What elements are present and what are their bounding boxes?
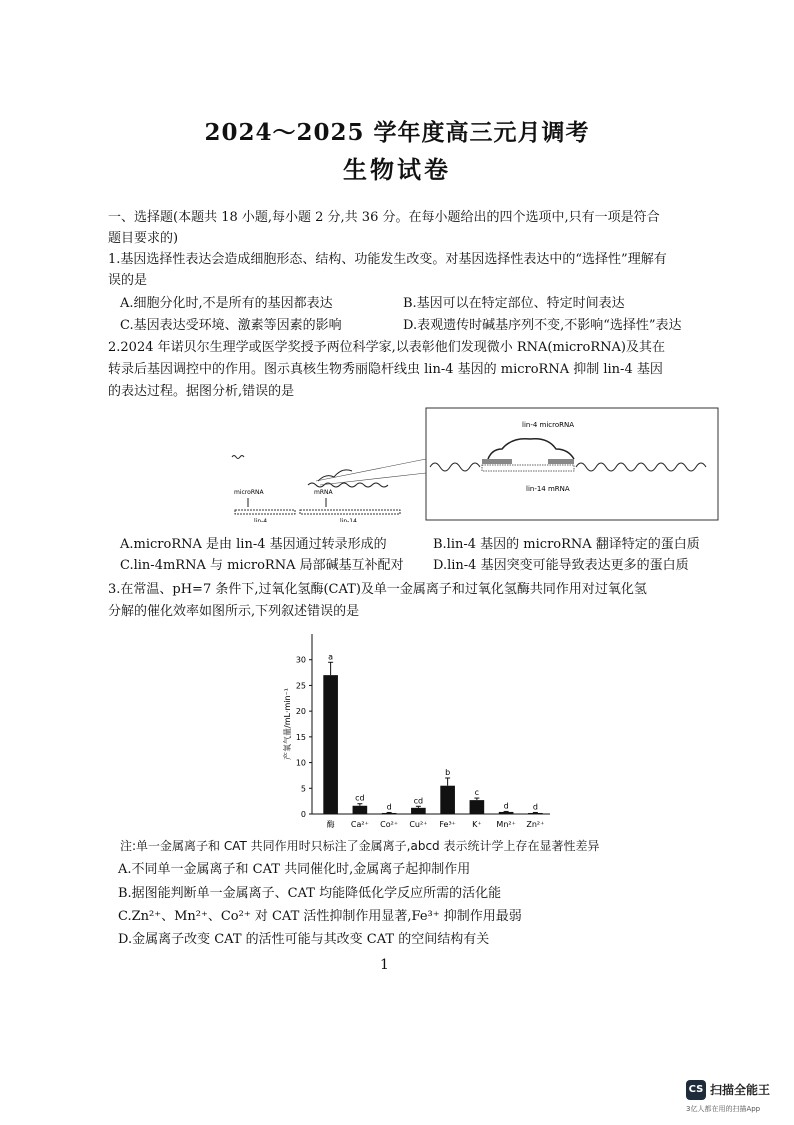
significance-letter: c: [474, 788, 480, 798]
q2-option-a: A.microRNA 是由 lin-4 基因通过转录形成的: [120, 537, 387, 552]
significance-letter: cd: [413, 796, 424, 806]
q3-option-a: A.不同单一金属离子和 CAT 共同催化时,金属离子起抑制作用: [118, 862, 471, 877]
q2-stem-cont: 转录后基因调控中的作用。图示真核生物秀丽隐杆线虫 lin-4 基因的 microRNA 抑制 lin-4 基因: [108, 362, 663, 377]
significance-letter: b: [445, 768, 451, 777]
significance-letter: a: [328, 652, 334, 662]
q3-option-b: B.据图能判断单一金属离子、CAT 均能降低化学反应所需的活化能: [118, 886, 502, 901]
paired-region-left: [482, 459, 512, 464]
category-label: Co²⁺: [380, 820, 399, 829]
microrna-strand: [232, 456, 244, 459]
q3-note: 注:单一金属离子和 CAT 共同作用时只标注了金属离子,abcd 表示统计学上存在显著性差异: [120, 839, 600, 853]
significance-letter: d: [503, 801, 509, 811]
y-tick-label: 15: [295, 732, 306, 742]
y-tick-label: 10: [295, 758, 306, 768]
q1-option-b: B.基因可以在特定部位、特定时间表达: [403, 296, 625, 311]
microrna-diagram: [230, 407, 722, 522]
q2-option-b: B.lin-4 基因的 microRNA 翻译特定的蛋白质: [433, 537, 700, 552]
q2-option-d: D.lin-4 基因突变可能导致表达更多的蛋白质: [433, 558, 689, 573]
scanner-logo-icon: CS: [686, 1080, 706, 1100]
bar: [470, 800, 485, 814]
mrna-label: mRNA: [314, 489, 333, 496]
q1-option-a: A.细胞分化时,不是所有的基因都表达: [120, 296, 333, 311]
zoom-line-top: [316, 459, 426, 481]
cat-activity-chart: [278, 628, 558, 840]
category-label: Fe³⁺: [439, 820, 456, 829]
q3-stem: 3.在常温、pH=7 条件下,过氧化氢酶(CAT)及单一金属离子和过氧化氢酶共同作用对过氧化氢: [108, 582, 647, 597]
paired-region-right: [548, 459, 574, 464]
category-label: Cu²⁺: [409, 820, 428, 829]
bar: [382, 813, 397, 814]
q1-stem-cont: 误的是: [108, 273, 148, 288]
category-label: Ca²⁺: [350, 820, 369, 829]
category-label: K⁺: [472, 820, 482, 829]
q2-stem-end: 的表达过程。据图分析,错误的是: [108, 384, 295, 399]
q2-stem: 2.2024 年诺贝尔生理学或医学奖授予两位科学家,以表彰他们发现微小 RNA(microRNA)及其在: [108, 340, 665, 355]
category-label: 酶: [326, 820, 335, 829]
lin4-label: lin-4: [254, 518, 268, 522]
scanner-app-name: 扫描全能王: [710, 1083, 771, 1097]
lin14-gene: [300, 510, 400, 514]
y-axis-label: 产氧气量/mL·min⁻¹: [283, 687, 292, 761]
y-tick-label: 0: [300, 810, 306, 819]
y-tick-label: 20: [295, 707, 306, 717]
q3-option-d: D.金属离子改变 CAT 的活性可能与其改变 CAT 的空间结构有关: [118, 932, 490, 947]
section-heading: 一、选择题(本题共 18 小题,每小题 2 分,共 36 分。在每小题给出的四个选项中,只有一项是符合: [108, 210, 660, 225]
q3-option-c: C.Zn²⁺、Mn²⁺、Co²⁺ 对 CAT 活性抑制作用显著,Fe³⁺ 抑制作用最弱: [118, 909, 522, 924]
y-tick-label: 5: [300, 784, 306, 794]
bar: [411, 808, 426, 814]
significance-letter: d: [532, 802, 538, 812]
lin4-gene: [235, 510, 295, 514]
category-label: Mn²⁺: [496, 820, 516, 829]
scanner-slogan: 3亿人都在用的扫描App: [686, 1105, 761, 1113]
q1-option-d: D.表观遗传时碱基序列不变,不影响“选择性”表达: [403, 318, 682, 333]
bar: [353, 806, 368, 814]
bar: [499, 812, 514, 814]
bar: [528, 813, 543, 814]
section-heading-cont: 题目要求的): [108, 231, 179, 246]
page-number: 1: [380, 957, 389, 973]
q1-stem: 1.基因选择性表达会造成细胞形态、结构、功能发生改变。对基因选择性表达中的“选择性”理解有: [108, 252, 667, 267]
exam-title: 2024～2025 学年度高三元月调考: [204, 119, 590, 146]
bar: [323, 675, 338, 814]
q2-option-c: C.lin-4mRNA 与 microRNA 局部碱基互补配对: [120, 558, 404, 573]
y-tick-label: 25: [295, 681, 306, 691]
category-label: Zn²⁺: [526, 820, 545, 829]
microrna-label: microRNA: [234, 489, 264, 496]
box-top-label: lin-4 microRNA: [522, 421, 575, 429]
significance-letter: d: [386, 802, 392, 812]
q3-stem-cont: 分解的催化效率如图所示,下列叙述错误的是: [108, 604, 360, 619]
box-bottom-label: lin-14 mRNA: [526, 485, 570, 493]
q1-option-c: C.基因表达受环境、激素等因素的影响: [120, 318, 342, 333]
significance-letter: cd: [355, 793, 365, 803]
subject-title: 生物试卷: [343, 155, 451, 184]
lin14-label: lin-14: [340, 518, 357, 522]
bar: [440, 786, 455, 814]
y-tick-label: 30: [295, 655, 306, 665]
scanner-watermark: [686, 1080, 794, 1120]
